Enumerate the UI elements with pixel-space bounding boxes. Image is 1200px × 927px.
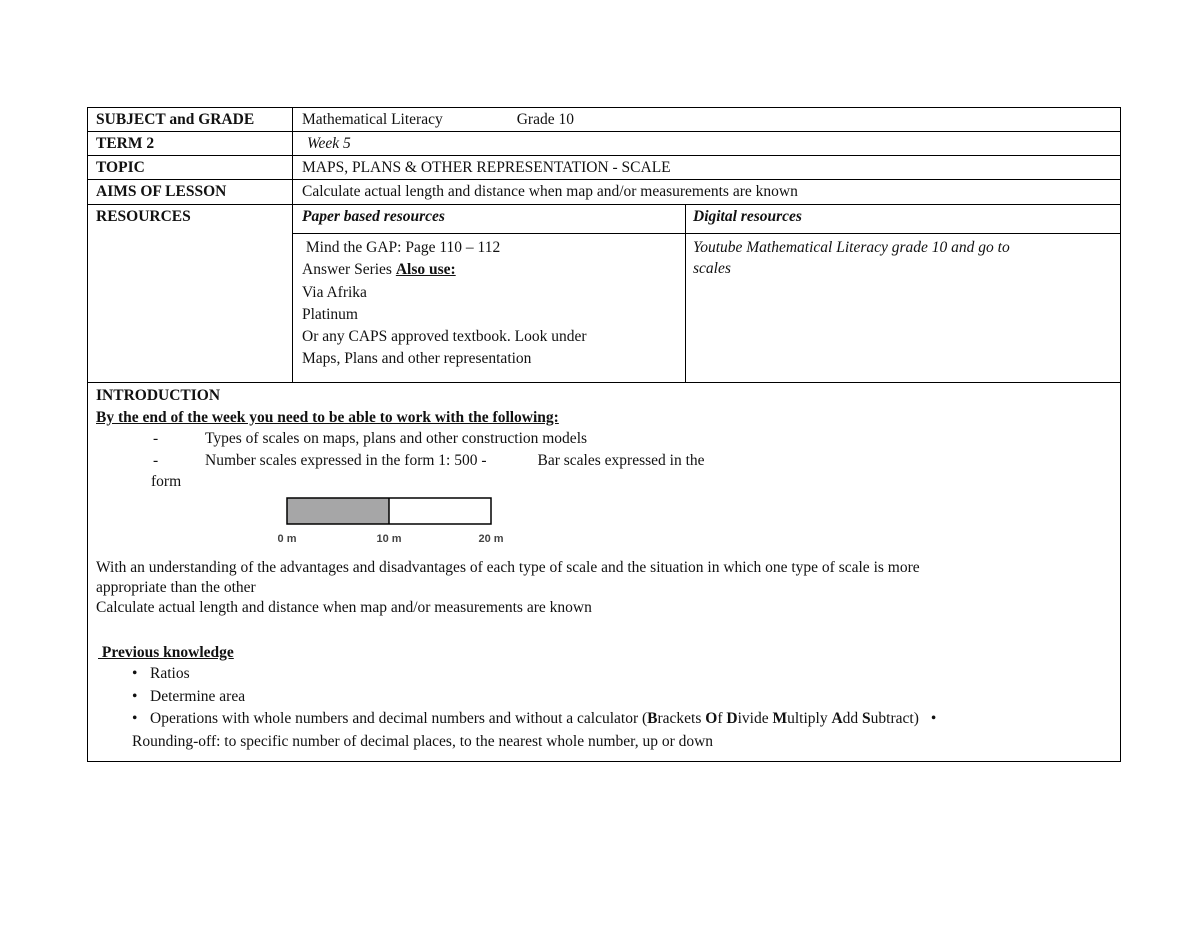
bodmas-rest: ultiply xyxy=(787,710,832,727)
subject-label: SUBJECT and GRADE xyxy=(88,108,293,131)
digital-line: scales xyxy=(693,260,731,277)
digital-heading: Digital resources xyxy=(686,205,1120,234)
dash-continuation: form xyxy=(151,473,182,490)
term-value: Week 5 xyxy=(307,135,351,152)
bodmas-rest: f xyxy=(717,710,727,727)
topic-label: TOPIC xyxy=(88,156,293,179)
paper-heading: Paper based resources xyxy=(293,205,685,234)
subject-row xyxy=(88,108,1120,132)
topic-row xyxy=(88,156,1120,180)
paper-line: Via Afrika xyxy=(302,283,367,301)
bullet-marker: • xyxy=(132,665,138,682)
intro-title: INTRODUCTION xyxy=(96,387,221,404)
digital-resources xyxy=(686,205,1120,382)
bodmas-letter: B xyxy=(647,710,658,727)
dash-text: Types of scales on maps, plans and other construction models xyxy=(205,430,588,447)
resources-cells xyxy=(293,205,1120,382)
bodmas-rest: ivide xyxy=(737,710,773,727)
dash-text: Number scales expressed in the form 1: 500 - xyxy=(205,451,487,469)
bullet-marker: • xyxy=(132,687,138,705)
digital-line: Youtube Mathematical Literacy grade 10 and go to xyxy=(693,239,1010,256)
bodmas-rest: rackets xyxy=(657,710,706,727)
paper-line: Or any CAPS approved textbook. Look under xyxy=(302,328,587,346)
list-item-text: Ratios xyxy=(150,665,190,682)
subject-value: Mathematical Literacy xyxy=(302,111,443,128)
bodmas-text xyxy=(647,710,919,727)
intro-subtitle: By the end of the week you need to be able to work with the following: xyxy=(96,408,559,426)
bar-scale-label-10: 10 m xyxy=(376,532,402,545)
bodmas-letter: M xyxy=(772,710,788,727)
previous-knowledge-list xyxy=(96,663,1112,753)
paper-resources xyxy=(293,205,686,382)
list-item-text: Determine area xyxy=(150,687,246,705)
list-item xyxy=(132,663,1112,686)
resources-row xyxy=(88,205,1120,383)
bodmas-rest: dd xyxy=(842,710,863,727)
introduction-section xyxy=(88,383,1120,761)
paper-line: Mind the GAP: Page 110 – 112 xyxy=(302,239,501,256)
bar-scale-label-0: 0 m xyxy=(277,532,297,545)
resources-label: RESOURCES xyxy=(88,205,293,382)
bar-scale-figure xyxy=(274,496,514,556)
list-item-text: Operations with whole numbers and decimal numbers and without a calculator ( xyxy=(150,710,648,727)
bodmas-letter: A xyxy=(831,710,843,727)
answer-series-text: Answer Series xyxy=(302,261,396,279)
paper-line: Maps, Plans and other representation xyxy=(302,350,532,368)
bodmas-rest: ubtract) xyxy=(870,710,919,727)
dash-text-bar-scales: Bar scales expressed in the xyxy=(537,451,705,469)
aims-value: Calculate actual length and distance when map and/or measurements are known xyxy=(302,183,798,200)
topic-value: MAPS, PLANS & OTHER REPRESENTATION - SCALE xyxy=(302,159,671,176)
spacer xyxy=(96,618,1112,642)
dash-bullet: - xyxy=(153,430,159,447)
paper-line xyxy=(302,259,677,281)
also-use-label: Also use: xyxy=(395,261,456,279)
subject-cell xyxy=(293,108,1120,131)
digital-list xyxy=(686,234,1120,279)
term-label: TERM 2 xyxy=(88,132,293,155)
list-item-continuation: Rounding-off: to specific number of decimal places, to the nearest whole number, up or down xyxy=(132,732,714,750)
lesson-plan-table xyxy=(87,107,1121,762)
intro-paragraph xyxy=(96,558,1112,618)
bullet-marker: • xyxy=(132,710,138,727)
intro-para-line: With an understanding of the advantages and disadvantages of each type of scale and the situation in which one type of scale is more xyxy=(96,558,920,576)
dash-bullet: - xyxy=(153,451,159,469)
grade-value: Grade 10 xyxy=(516,111,574,128)
bar-scale-filled-segment xyxy=(287,498,389,524)
list-item xyxy=(132,686,1112,709)
bullet-marker: • xyxy=(930,710,937,727)
paper-list xyxy=(293,234,685,371)
aims-row xyxy=(88,180,1120,205)
term-row xyxy=(88,132,1120,156)
bodmas-letter: S xyxy=(862,710,871,727)
aims-label: AIMS OF LESSON xyxy=(88,180,293,204)
intro-para-line: appropriate than the other xyxy=(96,578,256,596)
previous-knowledge-heading: Previous knowledge xyxy=(98,643,234,661)
list-item xyxy=(132,708,1112,731)
intro-para-line: Calculate actual length and distance when map and/or measurements are known xyxy=(96,598,592,616)
bodmas-letter: D xyxy=(726,710,738,727)
bodmas-letter: O xyxy=(705,710,718,727)
bar-scale-label-20: 20 m xyxy=(478,532,504,545)
dash-item-scales xyxy=(96,428,1112,450)
paper-line: Platinum xyxy=(302,305,358,323)
dash-item-number-scales xyxy=(96,450,1112,472)
